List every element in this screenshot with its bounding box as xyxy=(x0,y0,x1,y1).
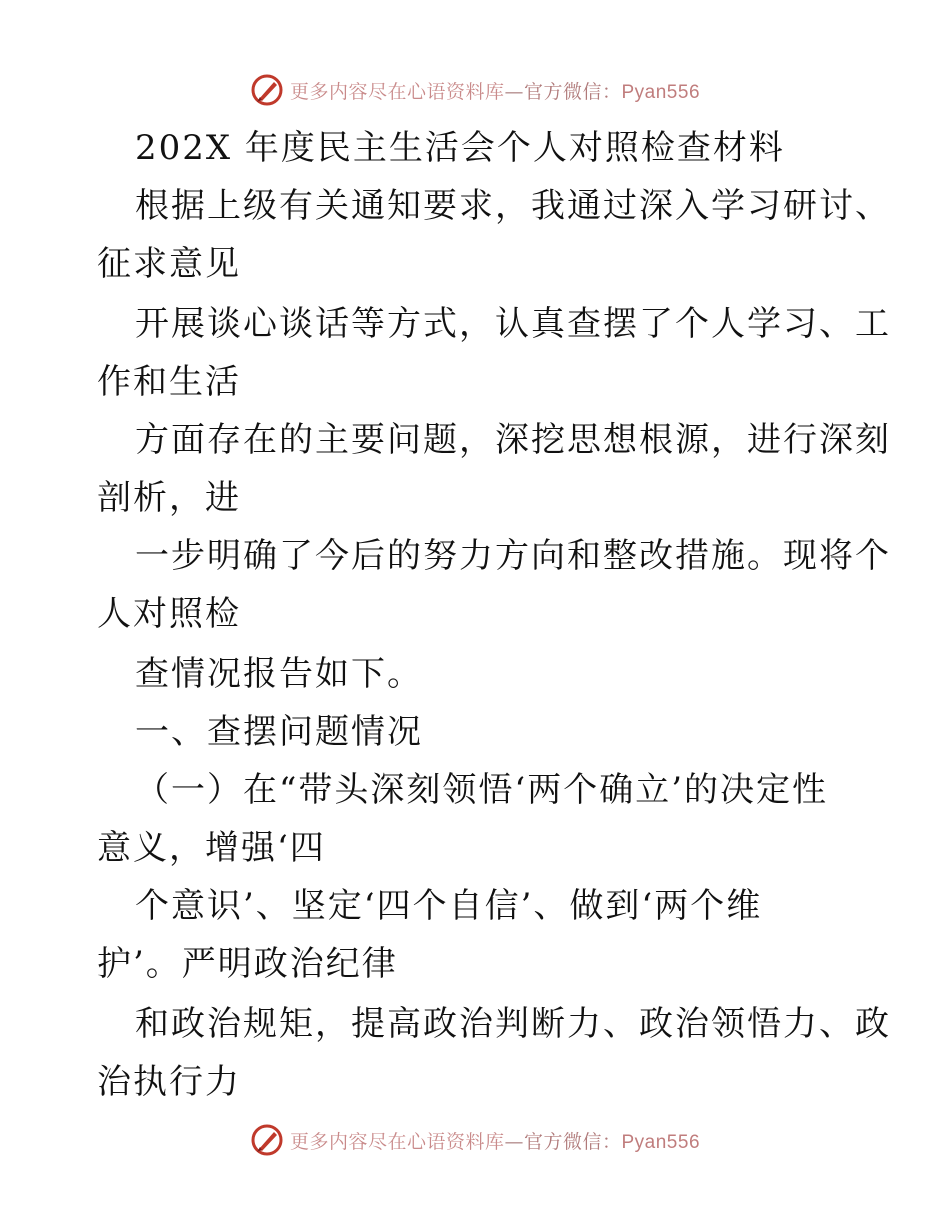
paragraph-line: 护’。严明政治纪律 xyxy=(97,944,398,984)
quill-logo-icon xyxy=(250,73,284,107)
watermark-text xyxy=(290,77,700,104)
watermark-dash: — xyxy=(504,80,524,103)
footer-watermark xyxy=(0,1120,950,1160)
paragraph-line: 查情况报告如下。 xyxy=(135,654,423,694)
paragraph-line: 征求意见 xyxy=(97,244,241,284)
watermark-dash: — xyxy=(504,1130,524,1153)
watermark-wechat-id: Pyan556 xyxy=(621,1131,701,1153)
quill-logo-icon xyxy=(250,1123,284,1157)
document-title: 202X 年度民主生活会个人对照检查材料 xyxy=(135,128,785,168)
paragraph-line: 剖析，进 xyxy=(97,478,241,518)
paragraph-line: 作和生活 xyxy=(97,362,241,402)
paragraph-line: 一步明确了今后的努力方向和整改措施。现将个 xyxy=(135,536,891,576)
paragraph-line: 个意识’、坚定‘四个自信’、做到‘两个维 xyxy=(135,886,763,926)
paragraph-line: 和政治规矩，提高政治判断力、政治领悟力、政 xyxy=(135,1004,891,1044)
paragraph-line: 方面存在的主要问题，深挖思想根源，进行深刻 xyxy=(135,420,891,460)
watermark-wechat-label: 官方微信： xyxy=(523,1130,622,1153)
section-heading: 一、查摆问题情况 xyxy=(135,712,423,752)
header-watermark xyxy=(0,70,950,110)
paragraph-line: 根据上级有关通知要求，我通过深入学习研讨、 xyxy=(135,186,891,226)
paragraph-line: 开展谈心谈话等方式，认真查摆了个人学习、工 xyxy=(135,304,891,344)
watermark-text xyxy=(290,1127,700,1154)
paragraph-line: 人对照检 xyxy=(97,594,241,634)
subsection-heading-line: （一）在“带头深刻领悟‘两个确立’的决定性 xyxy=(135,770,828,810)
subsection-heading-line: 意义，增强‘四 xyxy=(97,828,326,868)
watermark-site: 更多内容尽在心语资料库 xyxy=(289,80,505,103)
paragraph-line: 治执行力 xyxy=(97,1062,241,1102)
watermark-site: 更多内容尽在心语资料库 xyxy=(289,1130,505,1153)
watermark-wechat-label: 官方微信： xyxy=(523,80,622,103)
watermark-wechat-id: Pyan556 xyxy=(621,81,701,103)
